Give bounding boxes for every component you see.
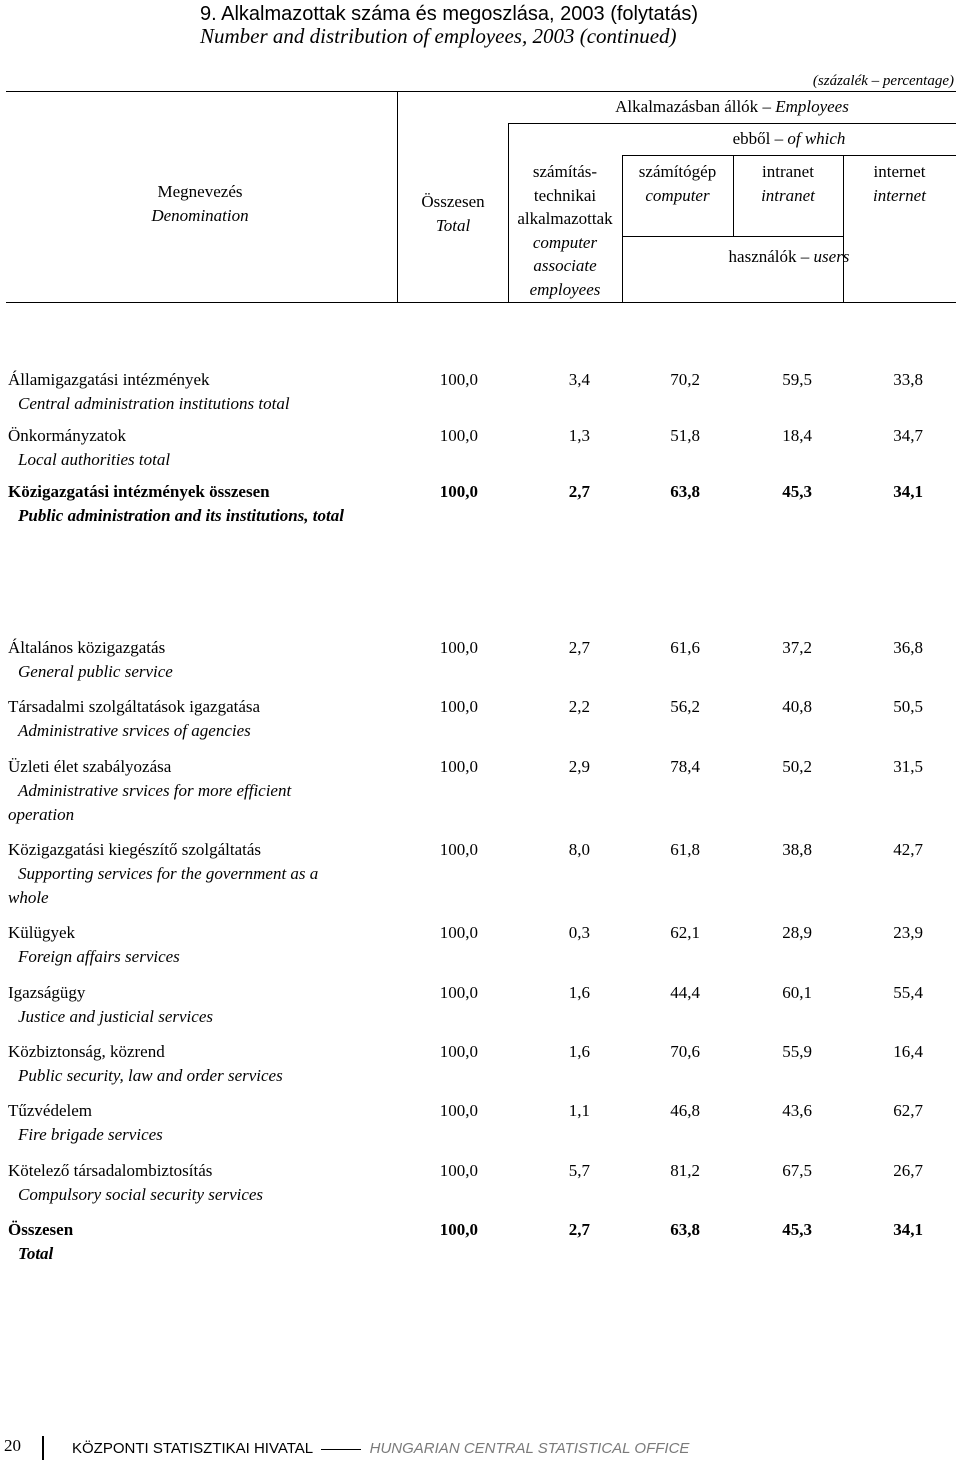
row-value: 62,7 (893, 1101, 923, 1120)
row-value: 1,3 (568, 426, 590, 445)
row-value: 55,9 (782, 1042, 812, 1061)
row-value: 63,8 (670, 1220, 700, 1239)
row-value: 2,9 (568, 757, 590, 776)
row-label-hu: Önkormányzatok (8, 426, 127, 445)
row-value: 45,3 (782, 482, 812, 501)
unit-note-en: percentage) (882, 73, 954, 89)
row-value: 70,2 (670, 370, 700, 389)
row-value: 100,0 (439, 1101, 478, 1120)
row-label-en: General public service (18, 662, 173, 681)
row-label-hu: Összesen (8, 1220, 74, 1239)
row-value: 50,5 (893, 697, 923, 716)
header-denomination: Megnevezés Denomination (151, 182, 249, 225)
row-label (8, 1099, 358, 1147)
row-value: 100,0 (439, 697, 478, 716)
row-label-hu: Üzleti élet szabályozása (8, 757, 172, 776)
row-label-en: Fire brigade services (18, 1125, 163, 1144)
row-value: 59,5 (782, 370, 812, 389)
row-value: 1,1 (568, 1101, 590, 1120)
subheader-rule (622, 155, 956, 156)
row-label (8, 368, 358, 416)
row-label-en: Public security, law and order services (18, 1066, 283, 1085)
row-label-hu: Igazságügy (8, 983, 86, 1002)
row-value: 42,7 (893, 840, 923, 859)
row-label-hu: Kötelező társadalombiztosítás (8, 1161, 213, 1180)
row-label-en: Administrative srvices of agencies (18, 721, 251, 740)
row-label (8, 838, 358, 910)
row-label (8, 981, 358, 1029)
header-of-which: ebből – of which (732, 129, 846, 148)
row-value: 2,7 (568, 638, 590, 657)
row-label-hu: Közbiztonság, közrend (8, 1042, 165, 1061)
row-value: 100,0 (439, 1042, 478, 1061)
row-value: 3,4 (568, 370, 590, 389)
row-label-en: Justice and justicial services (18, 1007, 213, 1026)
row-value: 0,3 (568, 923, 590, 942)
row-value: 31,5 (893, 757, 923, 776)
row-value: 67,5 (782, 1161, 812, 1180)
row-value: 100,0 (439, 370, 478, 389)
row-value: 43,6 (782, 1101, 812, 1120)
footer-divider (42, 1436, 44, 1460)
header-total: Összesen Total (421, 192, 485, 235)
row-value: 100,0 (439, 482, 478, 501)
row-label-en: Public administration and its institutions, total (18, 506, 344, 525)
row-value: 50,2 (782, 757, 812, 776)
row-value: 33,8 (893, 370, 923, 389)
row-value: 45,3 (782, 1220, 812, 1239)
row-label-hu: Külügyek (8, 923, 76, 942)
row-value: 63,8 (670, 482, 700, 501)
row-value: 46,8 (670, 1101, 700, 1120)
row-value: 60,1 (782, 983, 812, 1002)
row-label-hu: Tűzvédelem (8, 1101, 93, 1120)
row-value: 70,6 (670, 1042, 700, 1061)
row-label (8, 636, 358, 684)
row-label (8, 695, 358, 743)
row-value: 56,2 (670, 697, 700, 716)
header-internet: internet internet (873, 162, 926, 205)
row-label-en-cont: whole (8, 888, 49, 907)
row-value: 34,7 (893, 426, 923, 445)
row-value: 44,4 (670, 983, 700, 1002)
row-value: 100,0 (439, 983, 478, 1002)
row-value: 61,6 (670, 638, 700, 657)
footer-dash (321, 1449, 361, 1450)
users-rule (622, 236, 843, 237)
row-value: 100,0 (439, 426, 478, 445)
row-label-en: Local authorities total (18, 450, 171, 469)
row-value: 81,2 (670, 1161, 700, 1180)
row-value: 1,6 (568, 1042, 590, 1061)
row-value: 100,0 (439, 757, 478, 776)
row-label-en: Compulsory social security services (18, 1185, 264, 1204)
page-number: 20 (4, 1436, 21, 1455)
footer-org: KÖZPONTI STATISZTIKAI HIVATAL HUNGARIAN CENTRAL STATISTICAL OFFICE (72, 1440, 690, 1457)
row-label (8, 1218, 358, 1266)
header-users: használók – users (728, 247, 850, 266)
row-label (8, 1040, 358, 1088)
row-value: 26,7 (893, 1161, 923, 1180)
row-label-en: Supporting services for the government as a (18, 864, 319, 883)
row-value: 62,1 (670, 923, 700, 942)
row-value: 100,0 (439, 1220, 478, 1239)
header-it-employees: számítás- technikai alkalmazottak computer associate employees (517, 162, 613, 299)
row-label (8, 755, 358, 827)
row-value: 36,8 (893, 638, 923, 657)
row-value: 34,1 (893, 482, 923, 501)
header-bottom-rule (6, 302, 956, 303)
row-value: 5,7 (568, 1161, 590, 1180)
row-label-en: Foreign affairs services (18, 947, 180, 966)
row-value: 37,2 (782, 638, 812, 657)
unit-note-hu: (százalék (812, 73, 868, 89)
unit-note: (százalék – percentage) (812, 73, 954, 89)
header-employees: Alkalmazásban állók – Employees (615, 97, 849, 116)
row-value: 2,7 (568, 482, 590, 501)
row-label-en: Administrative srvices for more efficient (18, 781, 292, 800)
row-label (8, 480, 358, 528)
row-value: 16,4 (893, 1042, 923, 1061)
row-label (8, 921, 358, 969)
page-subtitle: Number and distribution of employees, 2003 (continued) (200, 24, 677, 48)
row-value: 51,8 (670, 426, 700, 445)
row-label-hu: Közigazgatási intézmények összesen (8, 482, 270, 501)
row-label-hu: Társadalmi szolgáltatások igazgatása (8, 697, 261, 716)
row-label-en: Central administration institutions total (18, 394, 290, 413)
row-value: 78,4 (670, 757, 700, 776)
row-value: 1,6 (568, 983, 590, 1002)
row-value: 55,4 (893, 983, 923, 1002)
of-which-rule (508, 123, 956, 124)
row-value: 2,7 (568, 1220, 590, 1239)
header-intranet: intranet intranet (761, 162, 815, 205)
row-label-hu: Államigazgatási intézmények (8, 370, 210, 389)
row-value: 28,9 (782, 923, 812, 942)
header-top-rule (6, 91, 956, 92)
row-value: 40,8 (782, 697, 812, 716)
row-value: 61,8 (670, 840, 700, 859)
row-value: 2,2 (568, 697, 590, 716)
row-value: 100,0 (439, 638, 478, 657)
row-value: 18,4 (782, 426, 812, 445)
page-title: 9. Alkalmazottak száma és megoszlása, 2003 (folytatás) (200, 3, 699, 25)
row-label-hu: Közigazgatási kiegészítő szolgáltatás (8, 840, 262, 859)
row-value: 100,0 (439, 840, 478, 859)
row-value: 38,8 (782, 840, 812, 859)
row-value: 8,0 (568, 840, 590, 859)
header-computer: számítógép computer (638, 162, 717, 205)
row-value: 100,0 (439, 923, 478, 942)
row-value: 100,0 (439, 1161, 478, 1180)
row-label-en: Total (18, 1244, 54, 1263)
row-label (8, 1159, 358, 1207)
row-value: 34,1 (893, 1220, 923, 1239)
row-label-en-cont: operation (8, 805, 75, 824)
row-label-hu: Általános közigazgatás (8, 638, 166, 657)
row-value: 23,9 (893, 923, 923, 942)
row-label (8, 424, 358, 472)
